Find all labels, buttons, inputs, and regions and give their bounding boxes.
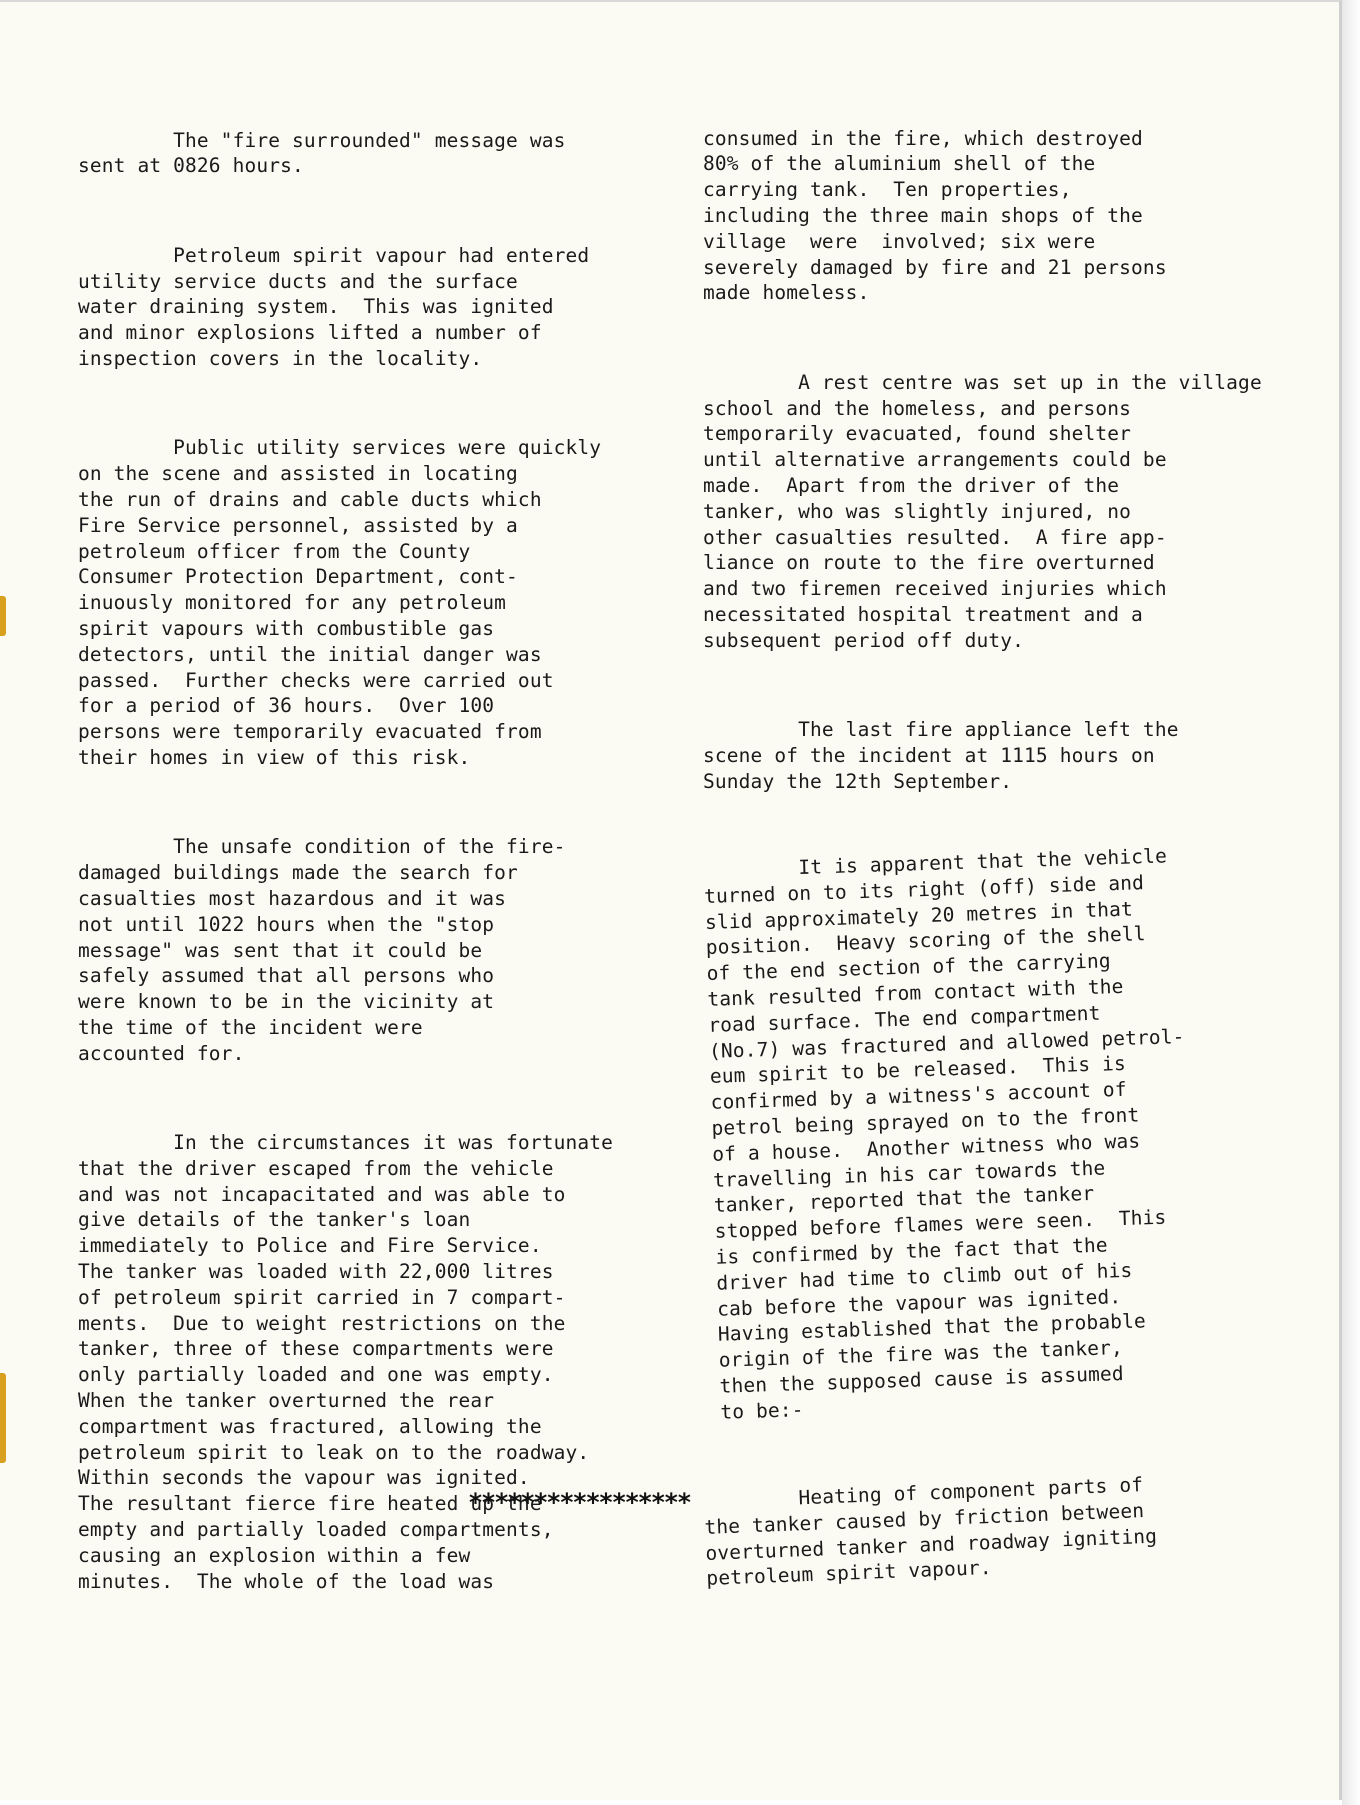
paragraph-stop-message: The unsafe condition of the fire- damaged buildings made the search for casualties most hazardous and it was not until 1022 hours when the "stop message" was sent that it could be safely assumed that all persons who were known to be in the vicinity at the time of the incident were accounted for.	[78, 835, 566, 1065]
binding-mark-upper	[0, 596, 6, 636]
paragraph-consumed: consumed in the fire, which destroyed 80% of the aluminium shell of the carrying tank. Ten properties, including the three main shops of the village were involved; six were severely damaged by fire and 21 persons made homeless.	[703, 126, 1167, 305]
binding-mark-lower	[0, 1373, 6, 1463]
paragraph-last-appliance: The last fire appliance left the scene of the incident at 1115 hours on Sunday the 12th September.	[703, 718, 1179, 793]
right-column	[703, 74, 1262, 1630]
paragraph-apparent-cause: It is apparent that the vehicle turned on to its right (off) side and slid approximately 20 metres in that position. Heavy scoring of the shell of the end section of the carrying tank resulted from contact with the road surface. The end compartment (No.7) was fractured and allowed petrol- eum spirit to be released. This is confirmed by a witness's account of petrol being sprayed on to the front of a house. Another witness who was travelling in his car towards the tanker, reported that the tanker stopped before flames were seen. This is confirmed by the fact that the driver had time to climb out of his cab before the vapour was ignited. Having established that the probable origin of the fire was the tanker, then the supposed cause is assumed to be:-	[703, 844, 1185, 1424]
paragraph-circumstances: In the circumstances it was fortunate that the driver escaped from the vehicle and was not incapacitated and was able to give details of the tanker's loan immediately to Police and Fire Service. The tanker was loaded with 22,000 litres of petroleum spirit carried in 7 compart- ments. Due to weight restrictions on the tanker, three of these compartments were only partially loaded and one was empty. When the tanker overturned the rear compartment was fractured, allowing the petroleum spirit to leak on to the roadway. Within seconds the vapour was ignited. The resultant fierce fire heated up the empty and partially loaded compartments, causing an explosion within a few minutes. The whole of the load was	[78, 1131, 614, 1593]
paragraph-public-utility: Public utility services were quickly on the scene and assisted in locating the run of drains and cable ducts which Fire Service personnel, assisted by a petroleum officer from the County Consumer Protection Department, cont- inuously monitored for any petroleum spirit vapours with combustible gas detectors, until the initial danger was passed. Further checks were carried out for a period of 36 hours. Over 100 persons were temporarily evacuated from their homes in view of this risk.	[78, 436, 602, 769]
paragraph-rest-centre: A rest centre was set up in the village school and the homeless, and persons temporarily evacuated, found shelter until alternative arrangements could be made. Apart from the driver of the tanker, who was slightly injured, no other casualties resulted. A fire app- liance on route to the fire overturned and two firemen received injuries which necessitated hospital treatment and a subsequent period off duty.	[703, 370, 1262, 652]
page-edge-shadow	[1342, 0, 1360, 1805]
paragraph-conclusion: Heating of component parts of the tanker caused by friction between overturned tanker and roadway igniting petroleum spirit vapour.	[703, 1473, 1158, 1591]
section-separator: *****************	[468, 1488, 690, 1517]
paragraph-vapour-ducts: Petroleum spirit vapour had entered utility service ducts and the surface water draining system. This was ignited and minor explosions lifted a number of inspection covers in the locality.	[78, 243, 590, 370]
left-column	[78, 76, 613, 1632]
paragraph-fire-surrounded: The "fire surrounded" message was sent at 0826 hours.	[78, 128, 566, 178]
